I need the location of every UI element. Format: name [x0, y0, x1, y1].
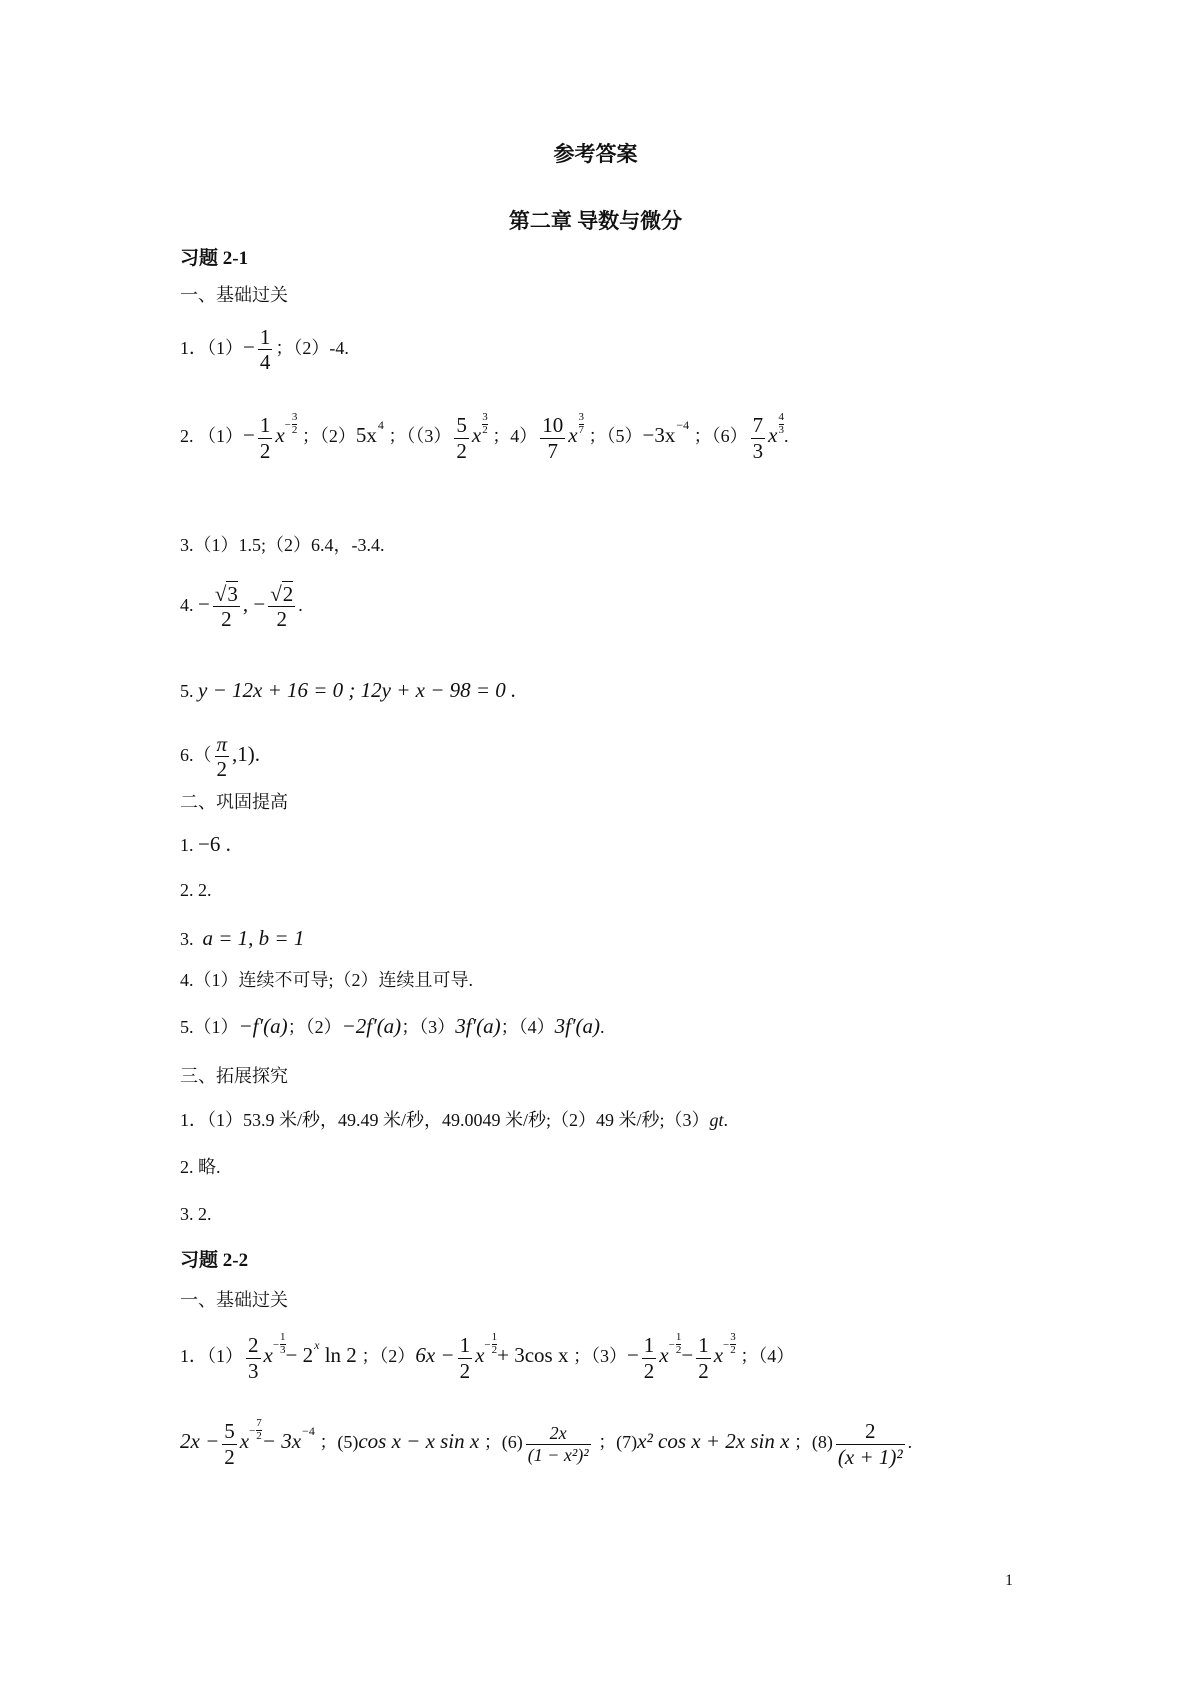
answer-3-2: 2. 略. [180, 1157, 221, 1177]
page-title: 参考答案 [553, 142, 638, 166]
answer-1-2: 2. （1）− $\frac{1}{2}$ x− $\frac{3}{2}$ ；$(2)5x^4$ ；（（3） $\frac{5}{2}$ x $\frac{3}{2}$ ；4） $\frac{10}{7}$ x $\frac{3}{7}$ ；$(5)-3x^{-4}$ ；（6） $\frac{7}{3}$ x $\frac{4}{3}$ . [180, 411, 789, 463]
answer-1-3: 3.（1）1.5;（2）6.4，-3.4. [180, 535, 385, 555]
section-heading-2-1: 习题 2-1 [180, 248, 249, 269]
chapter-title: 第二章 导数与微分 [508, 209, 683, 233]
answer-2-2: 2. 2. [180, 880, 212, 900]
answer-1-5: 5. y − 12x + 16 = 0 ; 12y + x − 98 = 0 . [180, 678, 517, 702]
part-heading-basic: 一、基础过关 [180, 285, 288, 305]
answer-2-1: 1. −6 . [180, 832, 231, 856]
answer-3-1: 1．（1）53.9 米/秒，49.49 米/秒，49.0049 米/秒;（2）49 米/秒;（3）gt. [180, 1110, 729, 1130]
page-number: 1 [1005, 1572, 1013, 1589]
answer-2-5: 5.（1）−f′(a)；（2）−2f′(a)；（3）3f′(a)；（4）3f′(a). [180, 1014, 605, 1038]
part-heading-consolidate: 二、巩固提高 [180, 792, 288, 812]
answer-22-1a: 1．（1） $\frac{2}{3}$ x− $\frac{1}{3}$ − $2^x$ ln 2 ；（2）6x − $\frac{1}{2}$ x− $\frac{1}{2}$ + 3cos x ；（3）− $\frac{1}{2}$ x− $\frac{1}{2}$ − $\frac{1}{2}$ x− $\frac{3}{2}$ ；（4） [180, 1331, 795, 1383]
section-heading-2-2: 习题 2-2 [180, 1250, 249, 1271]
answer-1-1: 1．（1）− $\frac{1}{4}$ ；（2）-4. [180, 325, 349, 375]
answer-2-3: 3. a = 1, b = 1 [180, 926, 305, 950]
answer-1-4: 4. − $\frac{√3}{2}$ , − $\frac{√2}{2}$ . [180, 582, 303, 632]
answer-22-1b: 2x − $\frac{5}{2}$ x− $\frac{7}{2}$ − $3x^{-4}$ ；(5)cos x − x sin x ；(6) $\frac{2x}{\text{(1 − x²)²}}$ ；(7)x² cos x + 2x sin x ；(8) $\frac{2}{\text{(x + 1)²}}$ . [180, 1417, 913, 1469]
answer-1-6: 6.（ $\frac{\pi}{2}$ ,1). [180, 732, 261, 782]
part-heading-basic-2: 一、基础过关 [180, 1290, 288, 1310]
part-heading-extend: 三、拓展探究 [180, 1066, 288, 1086]
answer-3-3: 3. 2. [180, 1204, 212, 1224]
answer-2-4: 4.（1）连续不可导;（2）连续且可导. [180, 970, 473, 990]
